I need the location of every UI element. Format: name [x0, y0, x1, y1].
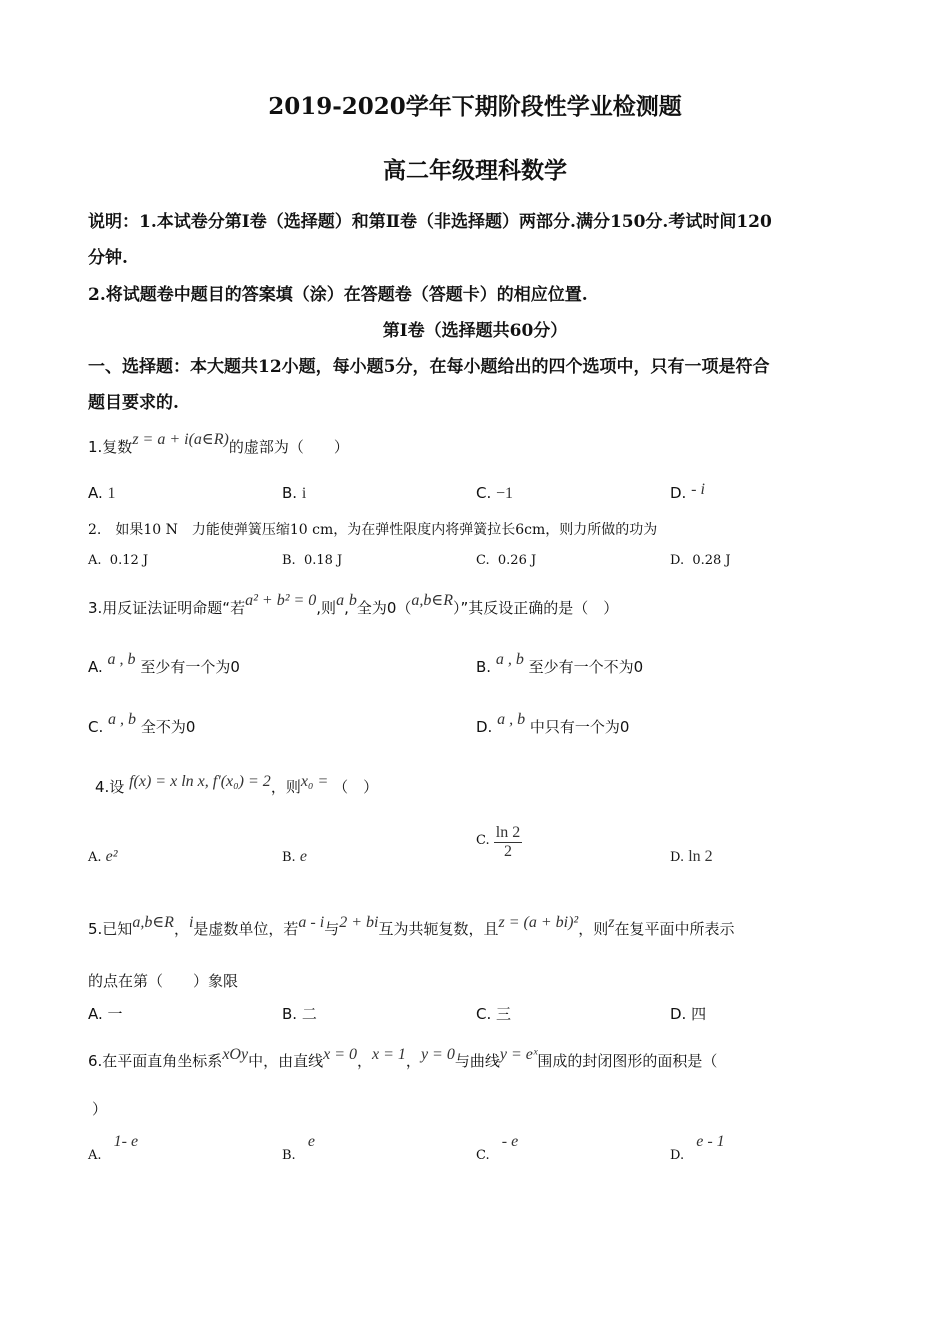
q2-option-c: C. 0.26 J [476, 553, 537, 568]
exam-title: 2019-2020学年下期阶段性学业检测题 [268, 93, 682, 120]
q4-option-b: B. e [282, 848, 307, 865]
q6-option-c: C. - e [476, 1133, 519, 1163]
q6-option-b: B. e [282, 1133, 315, 1163]
note-line-1b: 分钟. [88, 248, 128, 268]
question-4: 4.设 f(x) = x ln x, f′(x₀) = 2，则x₀ = （ ） [95, 773, 379, 796]
q4-fraction: $\frac{\ln 2}{2}$ [495, 824, 521, 860]
q2-option-a: A. 0.12 J [88, 553, 149, 568]
q3-option-a: A. a , b 至少有一个为0 [88, 651, 240, 676]
q1-option-b: B. i [282, 484, 307, 502]
q6-option-d: D. e - 1 [670, 1133, 725, 1163]
q3-math-condition: a² + b² = 0 [245, 592, 317, 609]
q4-option-d: D. ln 2 [670, 848, 713, 865]
q1-suffix: 的虚部为（ ） [228, 438, 349, 456]
question-5: 5.已知a,b∈R，i是虚数单位，若a - i与2 + bi互为共轭复数，且z = (a + bi)²，则z在复平面中所表示 [88, 914, 735, 938]
q3-option-b: B. a , b 至少有一个不为0 [476, 651, 644, 676]
section-intro-1: 一、选择题：本大题共12小题，每小题5分，在每小题给出的四个选项中，只有一项是符合 [88, 357, 770, 377]
q5-option-a: A. 一 [88, 1005, 123, 1023]
q2-option-b: B. 0.18 J [282, 553, 343, 568]
q1-prefix: 1.复数 [88, 438, 133, 456]
section-heading: 第Ⅰ卷（选择题共60分） [382, 321, 568, 341]
q5-option-c: C. 三 [476, 1005, 512, 1023]
q6-option-a: A. 1- e [88, 1133, 139, 1163]
question-1 [88, 431, 349, 457]
q1-option-a: A. 1 [88, 484, 116, 502]
note-line-2: 2.将试题卷中题目的答案填（涂）在答题卷（答题卡）的相应位置. [88, 285, 588, 305]
question-2: 2. 如果10 N 力能使弹簧压缩10 cm，为在弹性限度内将弹簧拉长6cm，则力所做的功为 [88, 522, 658, 538]
q3-option-c: C. a , b 全不为0 [88, 711, 196, 736]
q3-option-d: D. a , b 中只有一个为0 [476, 711, 630, 736]
q5-option-b: B. 二 [282, 1005, 317, 1023]
exam-subtitle: 高二年级理科数学 [383, 157, 567, 184]
q4-math-function: f(x) = x ln x, f′(x₀) = 2 [129, 773, 271, 790]
question-3: 3.用反证法证明命题“若a² + b² = 0,则a,b全为0（a,b∈R）”其反设正确的是（ ） [88, 592, 619, 617]
q5-option-d: D. 四 [670, 1005, 707, 1023]
q4-option-a: A. e² [88, 848, 118, 865]
q4-option-c: C. $\frac{\ln 2}{2}$ [476, 824, 521, 860]
q1-option-d: D. - i [670, 481, 705, 502]
q1-option-c: C. −1 [476, 484, 514, 502]
question-6-line-2: ） [92, 1100, 108, 1118]
note-line-1: 说明：1.本试卷分第Ⅰ卷（选择题）和第Ⅱ卷（非选择题）两部分.满分150分.考试时间120 [88, 212, 772, 232]
q2-option-d: D. 0.28 J [670, 553, 731, 568]
question-6: 6.在平面直角坐标系xOy中，由直线x = 0，x = 1，y = 0与曲线y = eˣ围成的封闭图形的面积是（ [88, 1046, 718, 1070]
q1-math: z = a + i(a∈R) [132, 431, 229, 448]
section-intro-2: 题目要求的. [88, 393, 179, 413]
question-5-line-2: 的点在第（ ）象限 [88, 972, 239, 990]
